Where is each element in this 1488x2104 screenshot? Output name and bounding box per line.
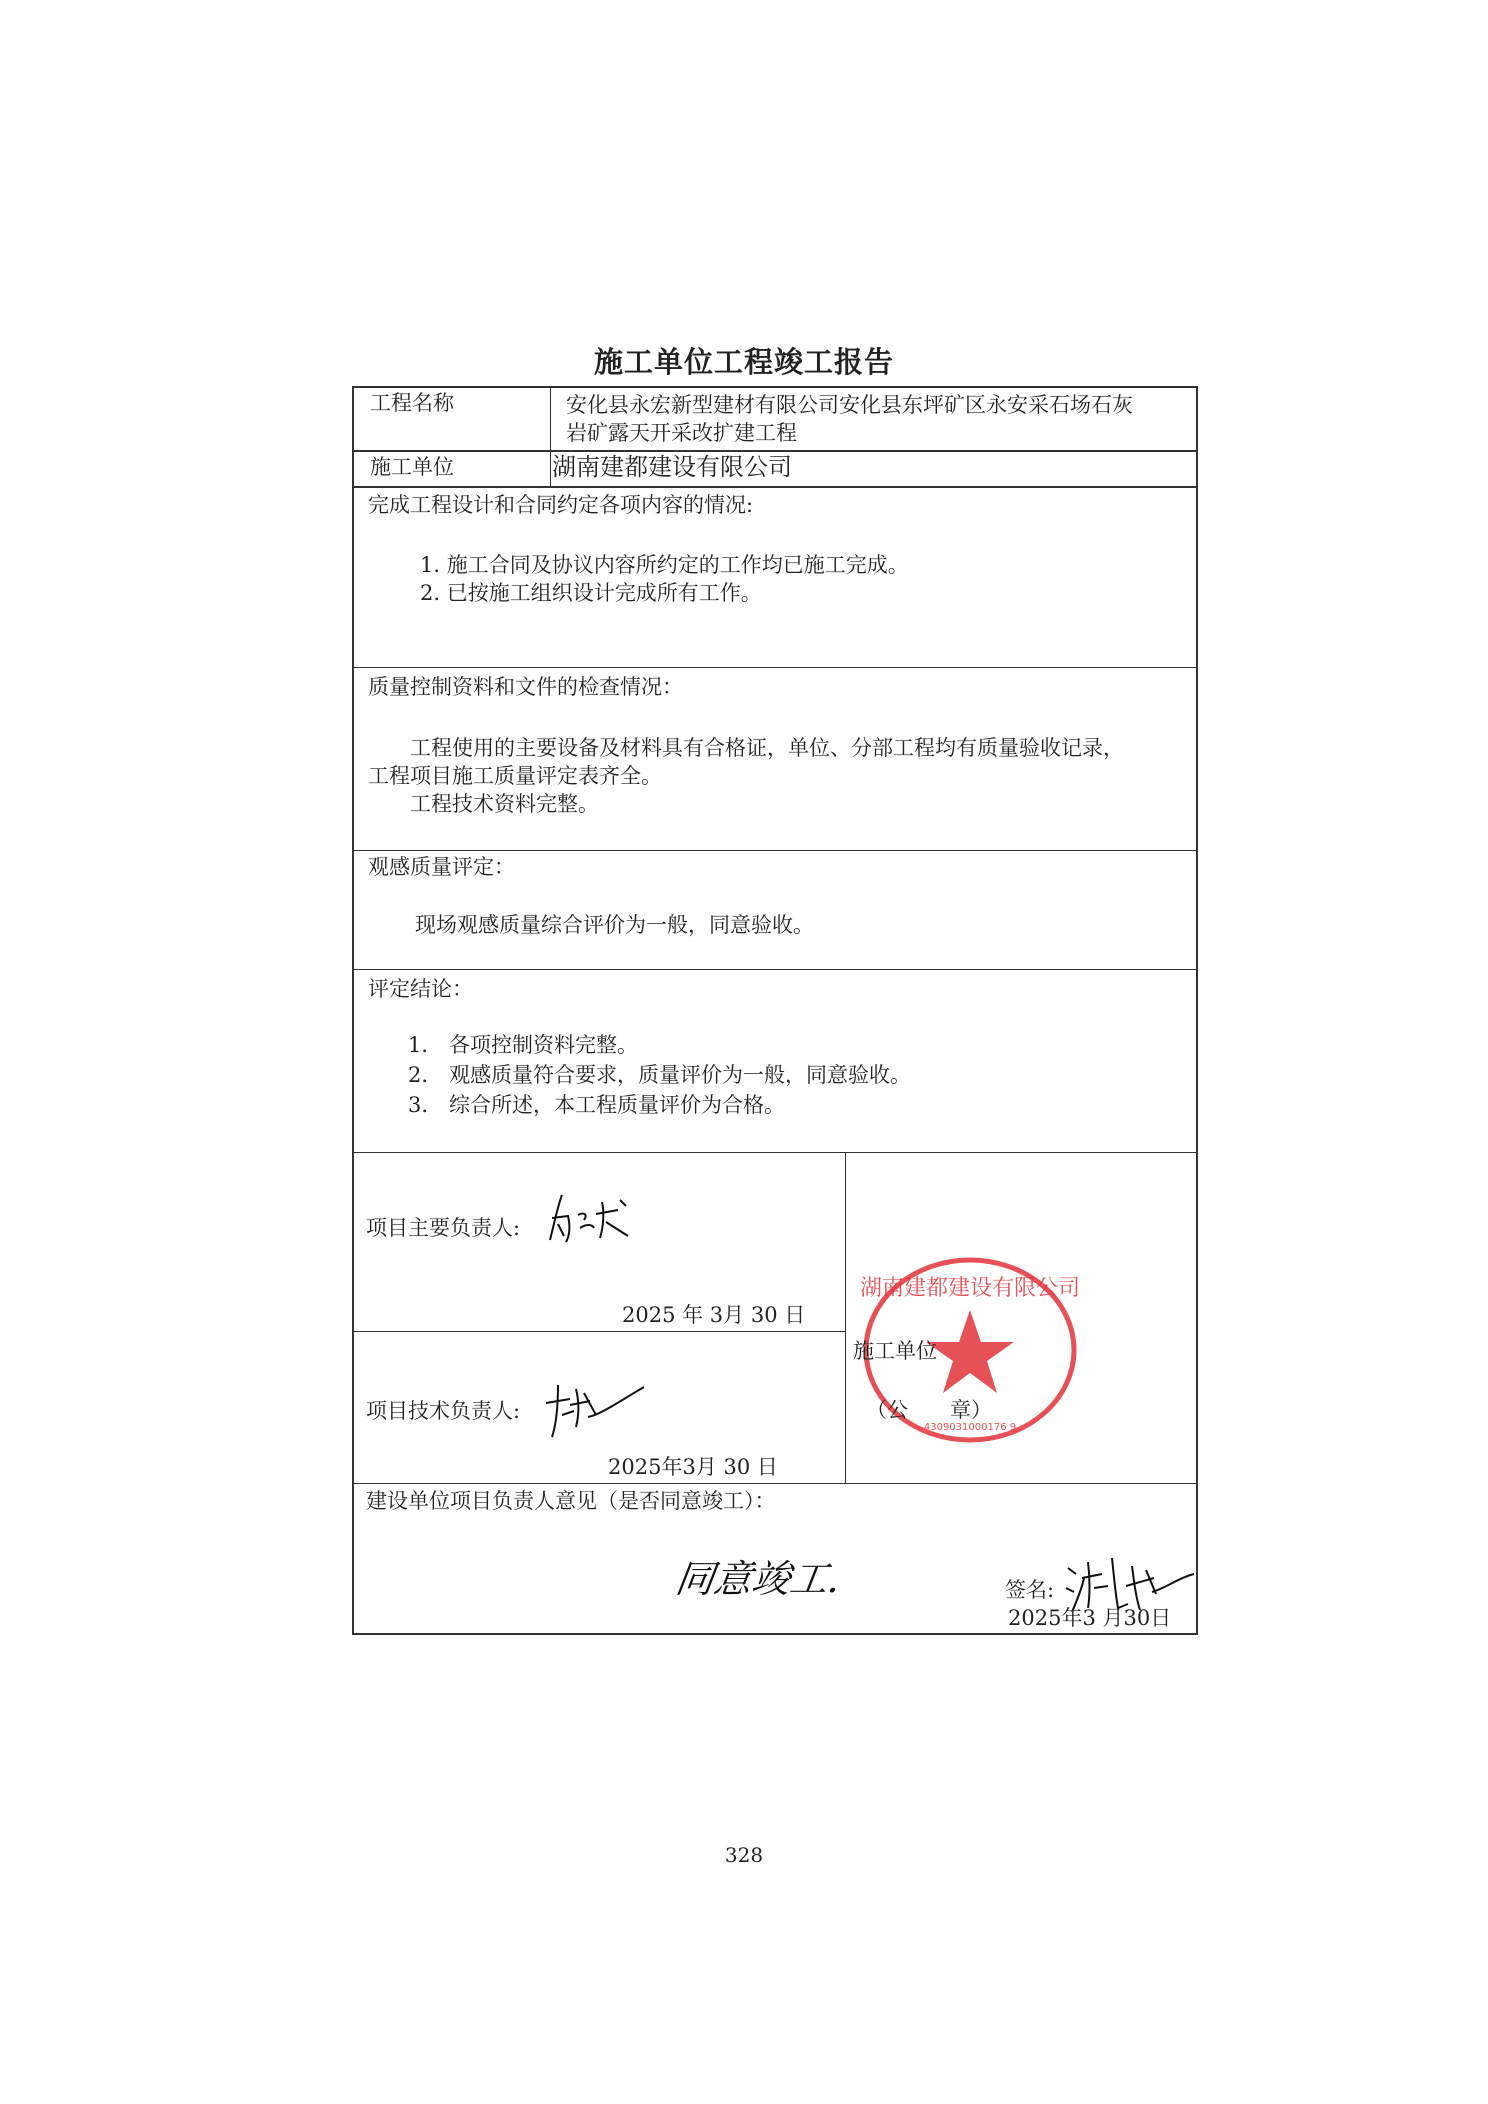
tech-lead-label: 项目技术负责人:: [366, 1399, 521, 1423]
contractor-label: 施工单位: [370, 455, 454, 479]
contractor-value: 湖南建都建设有限公司: [552, 453, 792, 481]
document-title: 施工单位工程竣工报告: [593, 345, 894, 379]
section-conclusion-heading: 评定结论：: [368, 977, 473, 1001]
svg-text:湖南建都建设有限公司: 湖南建都建设有限公司: [860, 1276, 1080, 1301]
construction-unit-label: 施工单位: [853, 1339, 937, 1363]
section-completion-line: 1. 施工合同及协议内容所约定的工作均已施工完成。: [420, 553, 909, 577]
section-completion-line: 2. 已按施工组织设计完成所有工作。: [420, 581, 762, 605]
section-conclusion-line: 2． 观感质量符合要求，质量评价为一般，同意验收。: [408, 1063, 912, 1087]
project-name-line2: 岩矿露天开采改扩建工程: [566, 421, 797, 445]
section-appearance-line: 现场观感质量综合评价为一般，同意验收。: [415, 913, 814, 937]
section-conclusion-line: 3． 综合所述，本工程质量评价为合格。: [408, 1093, 786, 1117]
seal-label: （公 章）: [866, 1398, 992, 1422]
client-date: 2025年3 月30日: [1008, 1606, 1172, 1630]
section-conclusion-line: 1． 各项控制资料完整。: [408, 1033, 639, 1057]
project-name-label: 工程名称: [370, 391, 454, 415]
tech-lead-date: 2025年3月 30 日: [608, 1455, 778, 1479]
section-appearance-heading: 观感质量评定：: [368, 855, 515, 879]
project-name-line1: 安化县永宏新型建材有限公司安化县东坪矿区永安采石场石灰: [566, 393, 1133, 417]
main-lead-signature: [540, 1190, 640, 1250]
section-completion-heading: 完成工程设计和合同约定各项内容的情况:: [368, 493, 754, 517]
section-quality-line: 工程项目施工质量评定表齐全。: [368, 764, 662, 788]
client-sign-label: 签名:: [1005, 1578, 1055, 1602]
client-opinion-handwriting: 同意竣工.: [672, 1557, 844, 1601]
section-quality-line: 工程使用的主要设备及材料具有合格证，单位、分部工程均有质量验收记录，: [410, 736, 1124, 760]
main-lead-date: 2025 年 3月 30 日: [622, 1303, 806, 1327]
svg-text:4309031000176 9: 4309031000176 9: [923, 1422, 1017, 1433]
page-number: 328: [724, 1843, 764, 1867]
tech-lead-signature: [540, 1375, 650, 1445]
main-lead-label: 项目主要负责人:: [366, 1216, 521, 1240]
client-opinion-heading: 建设单位项目负责人意见（是否同意竣工）：: [366, 1489, 776, 1513]
section-quality-line: 工程技术资料完整。: [410, 792, 599, 816]
section-quality-heading: 质量控制资料和文件的检查情况：: [368, 675, 683, 699]
